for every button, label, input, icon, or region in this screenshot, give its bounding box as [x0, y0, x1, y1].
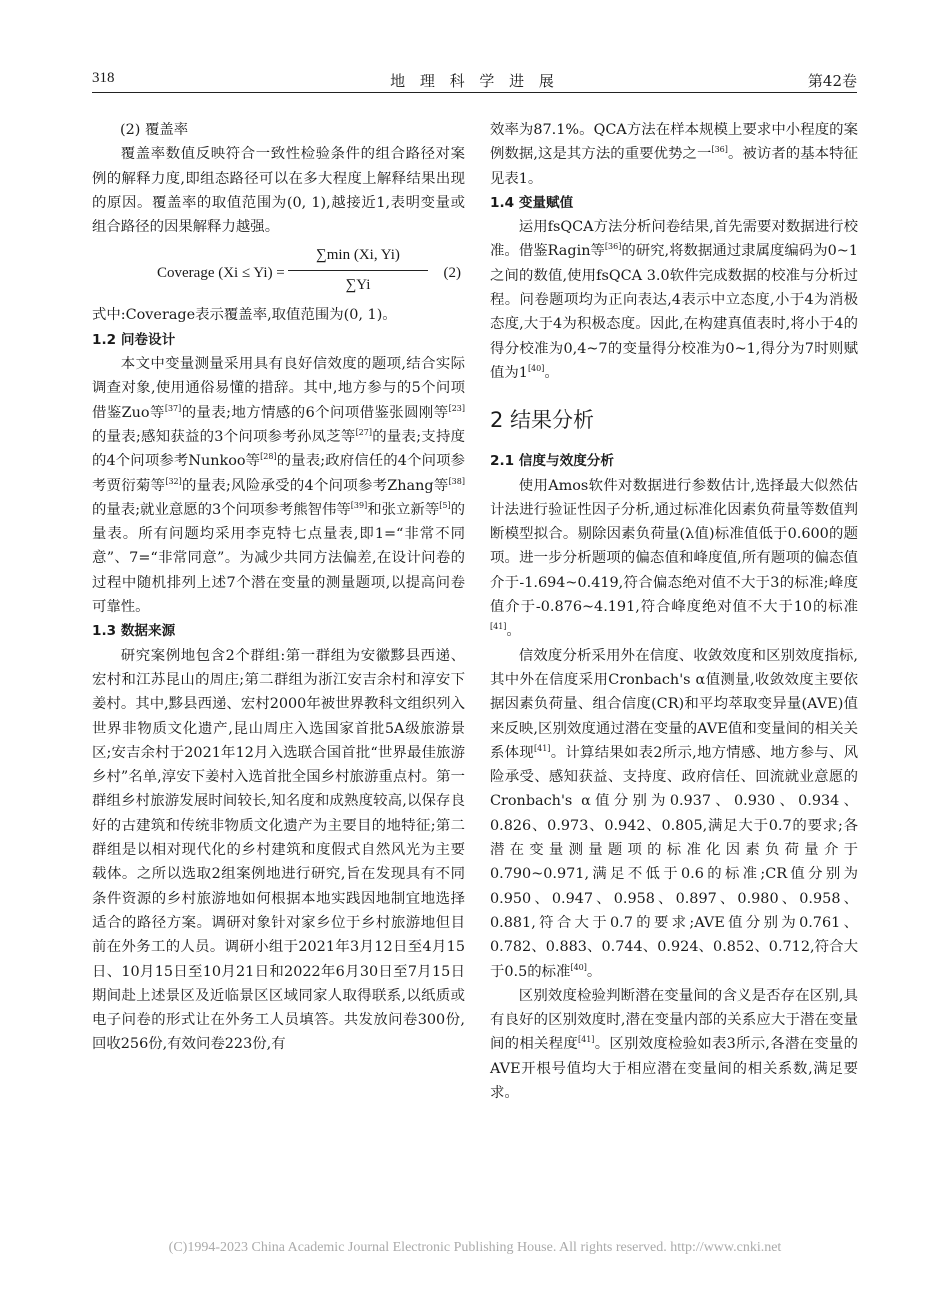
left-column — [92, 118, 465, 1057]
section-2-1-paragraph-2: 信效度分析采用外在信度、收敛效度和区别效度指标,其中外在信度采用Cronbach's α值测量,收敛效度主要依据因素负荷量、组合信度(CR)和平均萃取变异量(AVE)值来反映,区别效度通过潜在变量的AVE值和变量间的相关关系体现[41]。计算结果如表2所示,地方情感、地方参与、风险承受、感知获益、支持度、政府信任、回流就业意愿的Cronbach's α值分别为0.937、0.930、0.934、0.826、0.973、0.942、0.805,满足大于0.7的要求;各潜在变量测量题项的标准化因素负荷量介于0.790~0.971,满足不低于0.6的标准;CR值分别为0.950、0.947、0.958、0.897、0.980、0.958、0.881,符合大于0.7的要求;AVE值分别为0.761、0.782、0.883、0.744、0.924、0.852、0.712,符合大于0.5的标准[40]。 — [490, 647, 858, 980]
continued-paragraph: 效率为87.1%。QCA方法在样本规模上要求中小程度的案例数据,这是其方法的重要优势之一[36]。被访者的基本特征见表1。 — [490, 122, 858, 187]
section-1-2-paragraph: 本文中变量测量采用具有良好信效度的题项,结合实际调查对象,使用通俗易懂的措辞。其中,地方参与的5个问项借鉴Zuo等[37]的量表;地方情感的6个问项借鉴张圆刚等[23]的量表;感知获益的3个问项参考孙凤芝等[27]的量表;支持度的4个问项参考Nunkoo等[28]的量表;政府信任的4个问项参考贾衍菊等[32]的量表;风险承受的4个问项参考Zhang等[38]的量表;就业意愿的3个问项参考熊智伟等[39]和张立新等[5]的量表。所有问题均采用李克特七点量表,即1=“非常不同意”、7=“非常同意”。为减少共同方法偏差,在设计问卷的过程中随机排列上述7个潜在变量的测量题项,以提高问卷可靠性。 — [92, 356, 465, 616]
equation-fraction — [288, 243, 428, 297]
section-1-3-heading: 1.3 数据来源 — [92, 623, 176, 640]
coverage-paragraph: 覆盖率数值反映符合一致性检验条件的组合路径对案例的解释力度,即组态路径可以在多大程度上解释结果出现的原因。覆盖率的取值范围为(0, 1),越接近1,表明变量或组合路径的因果解释力越强。 — [92, 146, 465, 236]
page-header — [92, 68, 857, 93]
journal-title: 地 理 科 学 进 展 — [390, 72, 559, 90]
equation-denominator: ∑Yi — [345, 276, 371, 293]
section-1-3-paragraph: 研究案例地包含2个群组:第一群组为安徽黟县西递、宏村和江苏昆山的周庄;第二群组为浙江安吉余村和淳安下姜村。其中,黟县西递、宏村2000年被世界教科文组织列入世界非物质文化遗产,昆山周庄入选国家首批5A级旅游景区;安吉余村于2021年12月入选联合国首批“世界最佳旅游乡村”名单,淳安下姜村入选首批全国乡村旅游重点村。第一群组乡村旅游发展时间较长,知名度和成熟度较高,以保存良好的古建筑和传统非物质文化遗产为主要目的地特征;第二群组是以相对现代化的乡村建筑和度假式自然风光为主要载体。之所以选取2组案例地进行研究,旨在发现具有不同条件资源的乡村旅游地如何根据本地实践因地制宜地选择适合的路径方案。调研对象针对家乡位于乡村旅游地但目前在外务工的人员。调研小组于2021年3月12日至4月15日、10月15日至10月21日和2022年6月30日至7月15日期间赴上述景区及近临景区区域同家人取得联系,以纸质或电子问卷的形式让在外务工人员填答。共发放问卷300份,回收256份,有效问卷223份,有 — [92, 647, 465, 1053]
section-2-1-heading: 2.1 信度与效度分析 — [490, 453, 614, 470]
section-2-1-paragraph-1: 使用Amos软件对数据进行参数估计,选择最大似然估计法进行验证性因子分析,通过标准化因素负荷量等数值判断模型拟合。剔除因素负荷量(λ值)标准值低于0.600的题项。进一步分析题项的偏态值和峰度值,所有题项的偏态值介于-1.694~0.419,符合偏态绝对值不大于3的标准;峰度值介于-0.876~4.191,符合峰度绝对值不大于10的标准[41]。 — [490, 477, 858, 640]
equation-lhs: Coverage (Xi ≤ Yi) = — [157, 265, 285, 282]
copyright-footer: (C)1994-2023 China Academic Journal Electronic Publishing House. All rights reserved. http://www.cnki.net — [168, 1240, 782, 1255]
equation-number: (2) — [443, 265, 461, 282]
equation-note: 式中:Coverage表示覆盖率,取值范围为(0, 1)。 — [92, 307, 397, 324]
equation-numerator: ∑min (Xi, Yi) — [288, 243, 428, 270]
right-column — [490, 118, 858, 1105]
section-1-4-paragraph: 运用fsQCA方法分析问卷结果,首先需要对数据进行校准。借鉴Ragin等[36]的研究,将数据通过隶属度编码为0~1之间的数值,使用fsQCA 3.0软件完成数据的校准与分析过程。问卷题项均为正向表达,4表示中立态度,小于4为消极态度,大于4为积极态度。因此,在构建真值表时,将小于4的得分校准为0,4~7的变量得分校准为0~1,得分为7时则赋值为1[40]。 — [490, 219, 858, 381]
section-2-heading: 2 结果分析 — [490, 408, 595, 433]
section-1-4-heading: 1.4 变量赋值 — [490, 194, 574, 211]
coverage-heading: (2) 覆盖率 — [120, 122, 189, 138]
equation-2 — [92, 243, 465, 303]
page-number: 318 — [92, 70, 115, 86]
volume-label: 第42卷 — [807, 72, 857, 90]
section-1-2-heading: 1.2 问卷设计 — [92, 331, 176, 348]
section-2-1-paragraph-3: 区别效度检验判断潜在变量间的含义是否存在区别,具有良好的区别效度时,潜在变量内部的关系应大于潜在变量间的相关程度[41]。区别效度检验如表3所示,各潜在变量的AVE开根号值均大于相应潜在变量间的相关系数,满足要求。 — [490, 987, 858, 1101]
